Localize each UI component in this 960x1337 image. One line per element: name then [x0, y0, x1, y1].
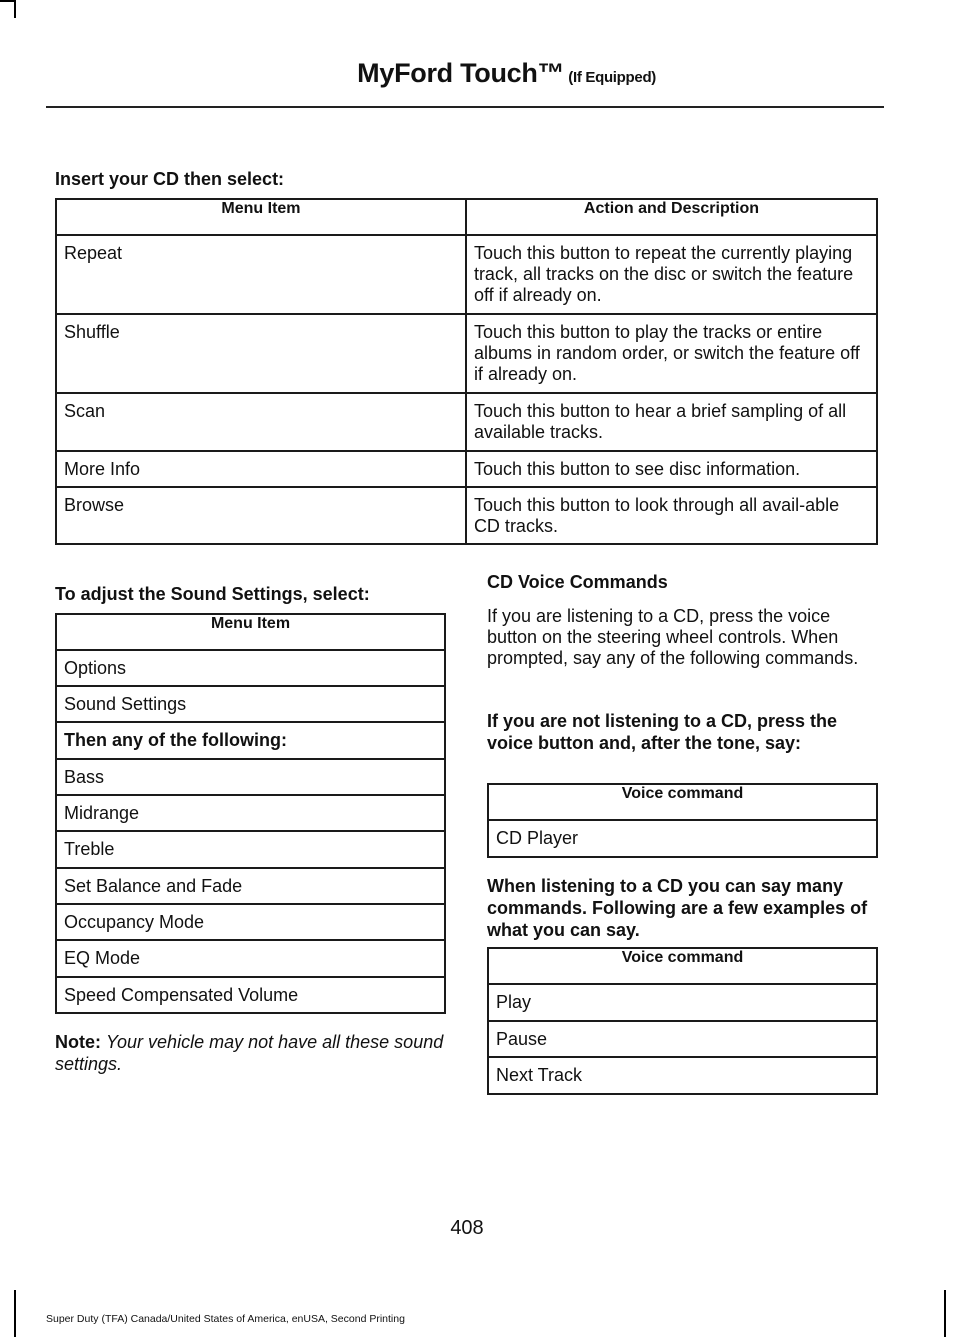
- cd-voice-commands-heading: CD Voice Commands: [487, 572, 668, 592]
- crop-mark: [14, 0, 16, 18]
- not-listening-heading: If you are not listening to a CD, press the voice button and, after the tone, say:: [487, 711, 838, 753]
- menu-item-cell: Then any of the following:: [56, 722, 445, 759]
- table-row: [56, 977, 445, 1013]
- table-header-row: [56, 199, 877, 235]
- menu-item-cell: Shuffle: [56, 314, 466, 393]
- cd-menu-table: [55, 198, 878, 545]
- menu-item-cell: EQ Mode: [56, 940, 445, 977]
- crop-mark: [944, 1290, 946, 1337]
- cd-voice-intro: If you are listening to a CD, press the voice button on the steering wheel controls. When prompted, say any of the following commands.: [487, 606, 859, 668]
- table-row: [56, 686, 445, 722]
- voice-command-cell: Pause: [488, 1021, 877, 1057]
- note-text: Your vehicle may not have all these sound settings.: [55, 1032, 444, 1074]
- crop-mark: [14, 1290, 16, 1337]
- table-row: [56, 831, 445, 868]
- footer-text: Super Duty (TFA) Canada/United States of America, enUSA, Second Printing: [46, 1313, 405, 1325]
- table-row: [56, 904, 445, 940]
- menu-item-cell: More Info: [56, 451, 466, 487]
- note-label: Note:: [55, 1032, 101, 1052]
- sound-menu-table: [55, 613, 446, 1014]
- menu-item-cell: Treble: [56, 831, 445, 868]
- menu-item-cell: Sound Settings: [56, 686, 445, 722]
- table-row: [56, 235, 877, 314]
- table-row: [488, 820, 877, 857]
- action-cell: Touch this button to hear a brief sampling of all available tracks.: [466, 393, 877, 451]
- sound-settings-heading: To adjust the Sound Settings, select:: [55, 584, 370, 604]
- table-row: [56, 487, 877, 544]
- table-row: [56, 314, 877, 393]
- table-row: [56, 650, 445, 686]
- table-row: [56, 451, 877, 487]
- menu-item-cell: Set Balance and Fade: [56, 868, 445, 904]
- cd-intro-heading: Insert your CD then select:: [55, 169, 285, 189]
- menu-item-cell: Speed Compensated Volume: [56, 977, 445, 1013]
- voice-command-table-1: [487, 783, 878, 858]
- table-row: [56, 940, 445, 977]
- menu-item-cell: Options: [56, 650, 445, 686]
- menu-item-cell: Repeat: [56, 235, 466, 314]
- column-header: Menu Item: [56, 199, 466, 235]
- menu-item-cell: Scan: [56, 393, 466, 451]
- action-cell: Touch this button to look through all avail-able CD tracks.: [466, 487, 877, 544]
- column-header: Voice command: [488, 784, 877, 820]
- page-number: 408: [450, 1217, 484, 1239]
- table-header-row: [56, 614, 445, 650]
- page-header-title: MyFord Touch™ (If Equipped): [357, 58, 656, 88]
- action-cell: Touch this button to play the tracks or entire albums in random order, or switch the feature off if already on.: [466, 314, 877, 393]
- sound-settings-note: [55, 1031, 447, 1075]
- page-header-subtitle: (If Equipped): [568, 69, 656, 86]
- table-row: [56, 795, 445, 831]
- table-row: [56, 722, 445, 759]
- table-row: [56, 868, 445, 904]
- table-header-row: [488, 948, 877, 984]
- menu-item-cell: Browse: [56, 487, 466, 544]
- menu-item-cell: Occupancy Mode: [56, 904, 445, 940]
- table-header-row: [488, 784, 877, 820]
- column-header: Menu Item: [56, 614, 445, 650]
- column-header: Voice command: [488, 948, 877, 984]
- action-cell: Touch this button to repeat the currently playing track, all tracks on the disc or switch the feature off if already on.: [466, 235, 877, 314]
- column-header: Action and Description: [466, 199, 877, 235]
- action-cell: Touch this button to see disc information.: [466, 451, 877, 487]
- voice-command-cell: CD Player: [488, 820, 877, 857]
- menu-item-cell: Midrange: [56, 795, 445, 831]
- table-row: [488, 1057, 877, 1094]
- header-divider: [46, 106, 884, 108]
- table-row: [56, 759, 445, 795]
- voice-command-cell: Play: [488, 984, 877, 1021]
- table-row: [488, 1021, 877, 1057]
- voice-command-cell: Next Track: [488, 1057, 877, 1094]
- table-row: [488, 984, 877, 1021]
- menu-item-cell: Bass: [56, 759, 445, 795]
- voice-command-table-2: [487, 947, 878, 1095]
- listening-heading: When listening to a CD you can say many commands. Following are a few examples of what you can say.: [487, 876, 868, 940]
- table-row: [56, 393, 877, 451]
